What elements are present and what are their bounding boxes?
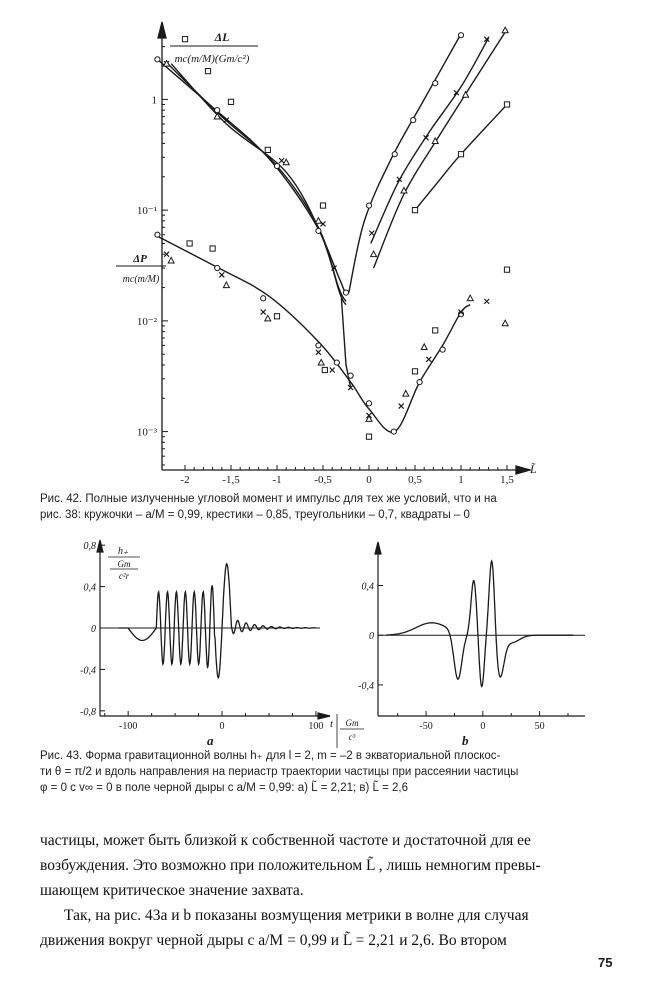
marker-circle <box>411 118 416 123</box>
marker-circle <box>391 429 396 434</box>
marker-square <box>458 152 463 157</box>
panel-a-ylabel-c2r: c²r <box>118 571 130 581</box>
marker-triangle <box>315 218 321 224</box>
caption-line: Рис. 43. Форма гравитационной волны h₊ для l = 2, m = –2 в экваториальной плоскос- <box>40 750 501 762</box>
panel-b-x-tick-label: 0 <box>480 721 486 732</box>
caption-line: рис. 38: кружочки – a/M = 0,99, крестики – 0,85, треугольники – 0,7, квадраты – 0 <box>40 509 470 521</box>
x-tick-label: -1,5 <box>222 474 240 486</box>
marker-triangle <box>283 159 289 165</box>
marker-circle <box>215 108 220 113</box>
marker-circle <box>458 33 463 38</box>
panel-b-y-arrow <box>375 542 381 554</box>
y-tick-label: 10⁻¹ <box>136 205 157 218</box>
panel-a-xlabel-c3: c³ <box>348 732 356 742</box>
marker-triangle <box>403 390 409 396</box>
y-tick-label: 1 <box>151 94 157 107</box>
panel-a-xlabel-t: t <box>330 718 334 730</box>
panel-b-label: b <box>462 733 469 748</box>
figure-42 <box>0 0 658 490</box>
marker-square <box>210 246 215 251</box>
marker-circle <box>433 81 438 86</box>
waveform-b <box>386 561 573 686</box>
marker-square <box>228 99 233 104</box>
text-line: частицы, может быть близкой к собственной частоте и достаточной для ее <box>40 832 531 849</box>
marker-triangle <box>421 344 427 350</box>
ylabel-dp-den: mc(m/M) <box>122 274 160 285</box>
fit-curve <box>167 63 346 302</box>
panel-a-y-arrow <box>97 540 103 552</box>
panel-a-x-tick-label: -100 <box>118 721 138 732</box>
marker-circle <box>316 228 321 233</box>
panel-a-x-arrow <box>318 713 330 719</box>
panel-a-y-tick-label: 0,8 <box>83 541 96 553</box>
x-tick-label: 0 <box>366 474 372 486</box>
marker-circle <box>343 290 348 295</box>
x-tick-label: 1 <box>458 474 464 486</box>
marker-square <box>504 267 509 272</box>
waveform-a <box>119 564 316 678</box>
marker-cross <box>219 272 224 277</box>
marker-square <box>265 147 270 152</box>
marker-triangle <box>265 315 271 321</box>
fit-curve <box>157 59 346 295</box>
panel-a-y-tick-label: 0 <box>91 624 96 635</box>
text-line: Так, на рис. 43а и b показаны возмущения метрики в волне для случая <box>64 907 529 924</box>
text-line: шающем критическое значение захвата. <box>40 882 304 899</box>
marker-square <box>274 314 279 319</box>
caption-line: ти θ = π/2 и вдоль направления на периастр траектории частицы при рассеянии частицы <box>40 766 519 778</box>
marker-circle <box>392 152 397 157</box>
panel-a-label: a <box>207 733 214 748</box>
panel-a-y-tick-label: 0,4 <box>83 582 96 594</box>
marker-triangle <box>366 416 372 422</box>
fit-curve <box>371 38 489 244</box>
marker-circle <box>334 360 339 365</box>
x-axis-arrow <box>516 466 530 474</box>
marker-triangle <box>371 251 377 257</box>
panel-b-y-tick-label: 0,4 <box>361 581 374 593</box>
fit-curve <box>157 236 470 432</box>
caption-line: Рис. 42. Полные излученные угловой момент и импульс для тех же условий, что и на <box>40 493 497 505</box>
y-axis-arrow <box>158 22 166 38</box>
marker-triangle <box>223 282 229 288</box>
panel-b-x-tick-label: 50 <box>534 721 545 732</box>
marker-triangle <box>502 320 508 326</box>
figure-43-caption <box>40 748 620 796</box>
marker-circle <box>215 265 220 270</box>
panel-a-y-tick-label: -0,4 <box>80 665 96 677</box>
marker-triangle <box>463 92 469 98</box>
x-tick-label: 0,5 <box>408 474 422 486</box>
figure-42-caption <box>40 491 620 523</box>
fit-curve <box>374 29 507 268</box>
x-tick-label: -0,5 <box>314 474 332 486</box>
marker-square <box>182 37 187 42</box>
marker-square <box>412 369 417 374</box>
ylabel-dp-num: ΔP <box>133 253 147 265</box>
marker-cross <box>261 310 266 315</box>
panel-a <box>80 540 364 748</box>
panel-a-ylabel-h: h₊ <box>118 546 129 557</box>
marker-square <box>412 208 417 213</box>
panel-a-x-tick-label: 0 <box>219 721 225 732</box>
panel-a-x-tick-label: 100 <box>308 721 324 732</box>
xlabel-l-tilde: L̃ <box>530 462 537 476</box>
marker-circle <box>155 57 160 62</box>
y-tick-label: 10⁻² <box>136 315 157 328</box>
marker-triangle <box>168 257 174 263</box>
marker-cross <box>484 299 489 304</box>
marker-circle <box>274 163 279 168</box>
text-line: движения вокруг черной дыры с a/M = 0,99 и L̃ = 2,21 и 2,6. Во втором <box>40 932 507 949</box>
marker-square <box>504 102 509 107</box>
marker-cross <box>369 231 374 236</box>
y-tick-label: 10⁻³ <box>136 426 157 439</box>
marker-circle <box>348 373 353 378</box>
marker-square <box>433 328 438 333</box>
marker-circle <box>316 343 321 348</box>
panel-a-xlabel-gm: Gm <box>345 718 359 728</box>
marker-circle <box>440 347 445 352</box>
panel-b-x-tick-label: -50 <box>419 721 433 732</box>
panel-b-y-tick-label: -0,4 <box>358 680 374 692</box>
fit-curve <box>415 105 507 211</box>
marker-circle <box>366 203 371 208</box>
x-tick-label: -1 <box>272 474 282 486</box>
x-tick-label: 1,5 <box>500 474 514 486</box>
marker-cross <box>279 158 284 163</box>
x-tick-label: -2 <box>180 474 190 486</box>
figure-43 <box>0 538 658 748</box>
marker-circle <box>261 296 266 301</box>
marker-triangle <box>467 295 473 301</box>
marker-triangle <box>318 359 324 365</box>
fit-curve <box>171 64 346 305</box>
panel-b <box>358 542 585 748</box>
page-number: 75 <box>598 955 613 970</box>
body-paragraph <box>40 828 620 953</box>
ylabel-dl-num: ΔL <box>214 30 230 44</box>
ylabel-dl-den: mc(m/M)(Gm/c²) <box>174 53 250 65</box>
marker-square <box>322 367 327 372</box>
marker-square <box>366 434 371 439</box>
marker-cross <box>399 404 404 409</box>
panel-a-ylabel-gm: Gm <box>117 559 131 569</box>
marker-cross <box>316 350 321 355</box>
panel-a-y-tick-label: -0,8 <box>80 706 96 718</box>
marker-circle <box>417 379 422 384</box>
fit-curve <box>349 34 461 293</box>
panel-b-y-tick-label: 0 <box>369 631 374 643</box>
marker-square <box>320 203 325 208</box>
marker-cross <box>426 357 431 362</box>
marker-circle <box>155 232 160 237</box>
marker-square <box>205 69 210 74</box>
marker-square <box>187 241 192 246</box>
caption-line: φ = 0 с v∞ = 0 в поле черной дыры с a/M = 0,99: а) L̃ = 2,21; в) L̃ = 2,6 <box>40 782 409 794</box>
marker-cross <box>330 367 335 372</box>
marker-circle <box>366 401 371 406</box>
text-line: возбуждения. Это возможно при положительном L̃ , лишь немногим превы- <box>40 857 541 874</box>
